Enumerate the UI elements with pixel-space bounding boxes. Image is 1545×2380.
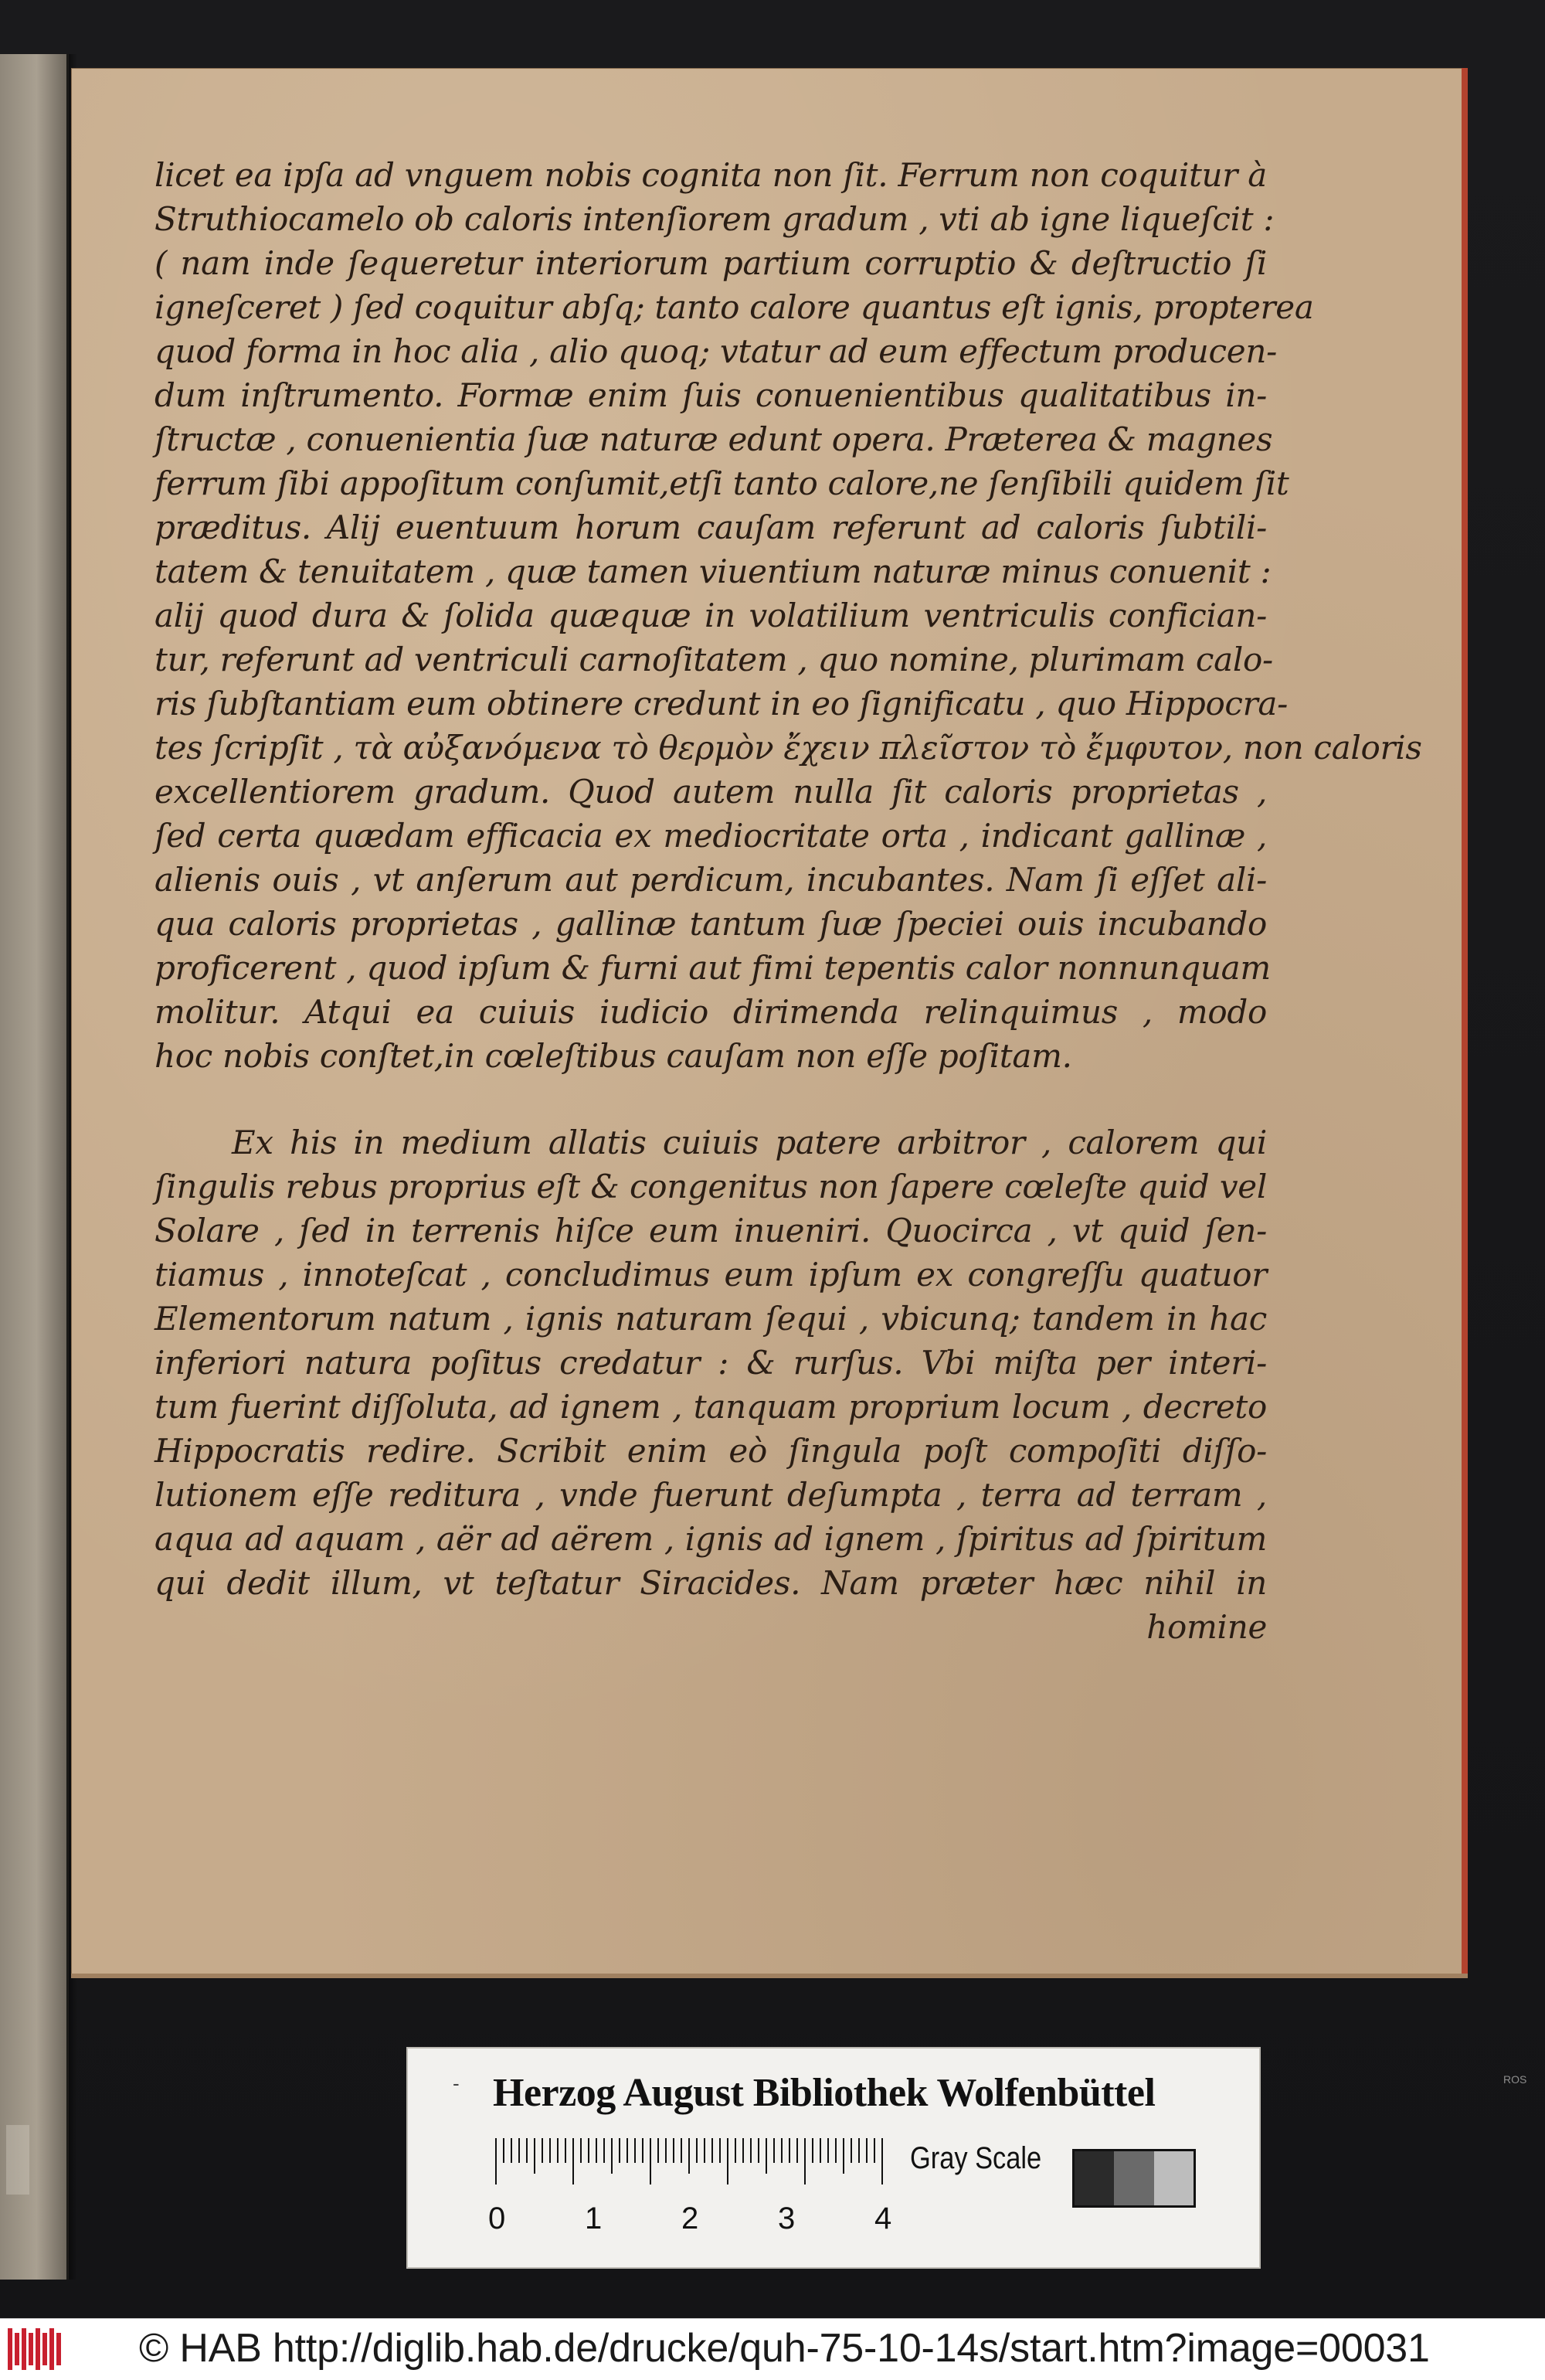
text-line: proficerent , quod ipſum & furni aut fimi tepentis calor nonnunquam (154, 949, 1271, 987)
logo-bar (22, 2328, 26, 2370)
text-line: excellentiorem gradum. Quod autem nulla ſit caloris proprietas , (154, 773, 1267, 811)
scanner-mark: ROS (1503, 2073, 1527, 2086)
text-line: lutionem eſſe reditura , vnde fuerunt deſumpta , terra ad terram , (154, 1476, 1267, 1514)
text-line: tur, referunt ad ventriculi carnoſitatem , quo nomine, plurimam calo- (154, 641, 1273, 678)
text-line: qui dedit illum, vt teſtatur Siracides. Nam præter hæc nihil in (154, 1564, 1267, 1602)
footer-bar (0, 2318, 1545, 2380)
text-line: ferrum ſibi appoſitum conſumit,etſi tanto calore,ne ſenſibili quidem ſit (154, 464, 1289, 502)
gray-swatch-light (1154, 2151, 1194, 2205)
ruler-number: 0 (488, 2202, 506, 2236)
text-line: tatem & tenuitatem , quæ tamen viuentium naturæ minus conuenit : (154, 552, 1272, 590)
text-line: hoc nobis conſtet,in cœleſtibus cauſam non eſſe poſitam. (154, 1037, 1072, 1075)
text-line: ſingulis rebus proprius eſt & congenitus non ſapere cœleſte quid vel (154, 1168, 1267, 1205)
page-edge-mark (6, 2125, 29, 2195)
paragraph-gap (154, 1078, 1267, 1120)
text-line: Hippocratis redire. Scribit enim eò ſingula poſt compoſiti diſſo- (154, 1432, 1267, 1470)
ruler-number: 3 (778, 2202, 796, 2236)
text-line: ( nam inde ſequeretur interiorum partium corruptio & deſtructio ſi (154, 244, 1267, 282)
logo-bar (56, 2333, 61, 2365)
footer-url[interactable]: © HAB http://diglib.hab.de/drucke/quh-75-10-14s/start.htm?image=00031 (139, 2326, 1430, 2371)
gray-scale-swatches (1072, 2149, 1196, 2208)
text-line: tiamus , innoteſcat , concludimus eum ipſum ex congreſſu quatuor (154, 1256, 1267, 1294)
previous-page-edge (0, 54, 69, 2280)
page-text-block (154, 153, 1422, 1649)
page-bottom-edge (71, 1974, 1468, 1978)
text-line: qua caloris proprietas , gallinæ tantum ſuæ ſpeciei ouis incubando (154, 905, 1267, 943)
text-line: Struthiocamelo ob caloris intenſiorem gradum , vti ab igne liqueſcit : (154, 200, 1275, 238)
logo-bar (29, 2333, 33, 2365)
page-red-edge (1462, 68, 1468, 1978)
catchword: homine (1146, 1608, 1267, 1646)
text-line: aqua ad aquam , aër ad aërem , ignis ad ignem , ſpiritus ad ſpiritum (154, 1520, 1267, 1558)
library-name: Herzog August Bibliothek Wolfenbüttel (493, 2071, 1156, 2115)
hab-logo-icon (6, 2324, 62, 2375)
ruler-scale (493, 2135, 895, 2197)
text-line: Elementorum natum , ignis naturam ſequi , vbicunq; tandem in hac (154, 1300, 1267, 1338)
text-line: Ex his in medium allatis cuiuis patere arbitror , calorem qui (232, 1124, 1267, 1161)
text-line: molitur. Atqui ea cuiuis iudicio dirimenda relinquimus , modo (154, 993, 1267, 1031)
logo-bar (15, 2333, 19, 2365)
text-line: ſtructæ , conuenientia ſuæ naturæ edunt opera. Præterea & magnes (154, 420, 1273, 458)
gray-swatch-dark (1075, 2151, 1114, 2205)
plate-dot: - (453, 2072, 460, 2095)
logo-bar (36, 2328, 40, 2370)
text-line: ſed certa quædam efficacia ex mediocritate orta , indicant gallinæ , (154, 817, 1267, 855)
logo-bar (42, 2333, 47, 2365)
text-line: Solare , ſed in terrenis hiſce eum inueniri. Quocirca , vt quid ſen- (154, 1212, 1267, 1250)
gray-swatch-mid (1114, 2151, 1153, 2205)
color-reference-plate (406, 2047, 1261, 2269)
text-line: igneſceret ) ſed coquitur abſq; tanto calore quantus eſt ignis, propterea (154, 288, 1314, 326)
text-line: tum fuerint diſſoluta, ad ignem , tanquam proprium locum , decreto (154, 1388, 1267, 1426)
text-line: dum inſtrumento. Formæ enim ſuis conuenientibus qualitatibus in- (154, 376, 1267, 414)
text-line: ris ſubſtantiam eum obtinere credunt in eo ſignificatu , quo Hippocra- (154, 685, 1289, 722)
text-line: tes ſcripſit , τὰ αὐξανόμενα τὸ θερμὸν ἔχειν πλεῖστον τὸ ἔμφυτον, non caloris (154, 729, 1422, 767)
text-line: inferiori natura poſitus credatur : & rurſus. Vbi miſta per interi- (154, 1344, 1267, 1382)
ruler-number: 2 (681, 2202, 699, 2236)
text-line: præditus. Alij euentuum horum cauſam referunt ad caloris ſubtili- (154, 508, 1267, 546)
gray-scale-label: Gray Scale (910, 2141, 1042, 2175)
logo-bar (49, 2328, 54, 2370)
text-line: alienis ouis , vt anſerum aut perdicum, incubantes. Nam ſi eſſet ali- (154, 861, 1267, 899)
text-line: licet ea ipſa ad vnguem nobis cognita non ſit. Ferrum non coquitur à (154, 156, 1267, 194)
logo-bar (8, 2328, 12, 2370)
text-line: alij quod dura & ſolida quæquæ in volatilium ventriculis confician- (154, 597, 1267, 634)
text-line: quod forma in hoc alia , alio quoq; vtatur ad eum effectum producen- (154, 332, 1277, 370)
ruler-number: 4 (874, 2202, 892, 2236)
ruler-number: 1 (585, 2202, 603, 2236)
